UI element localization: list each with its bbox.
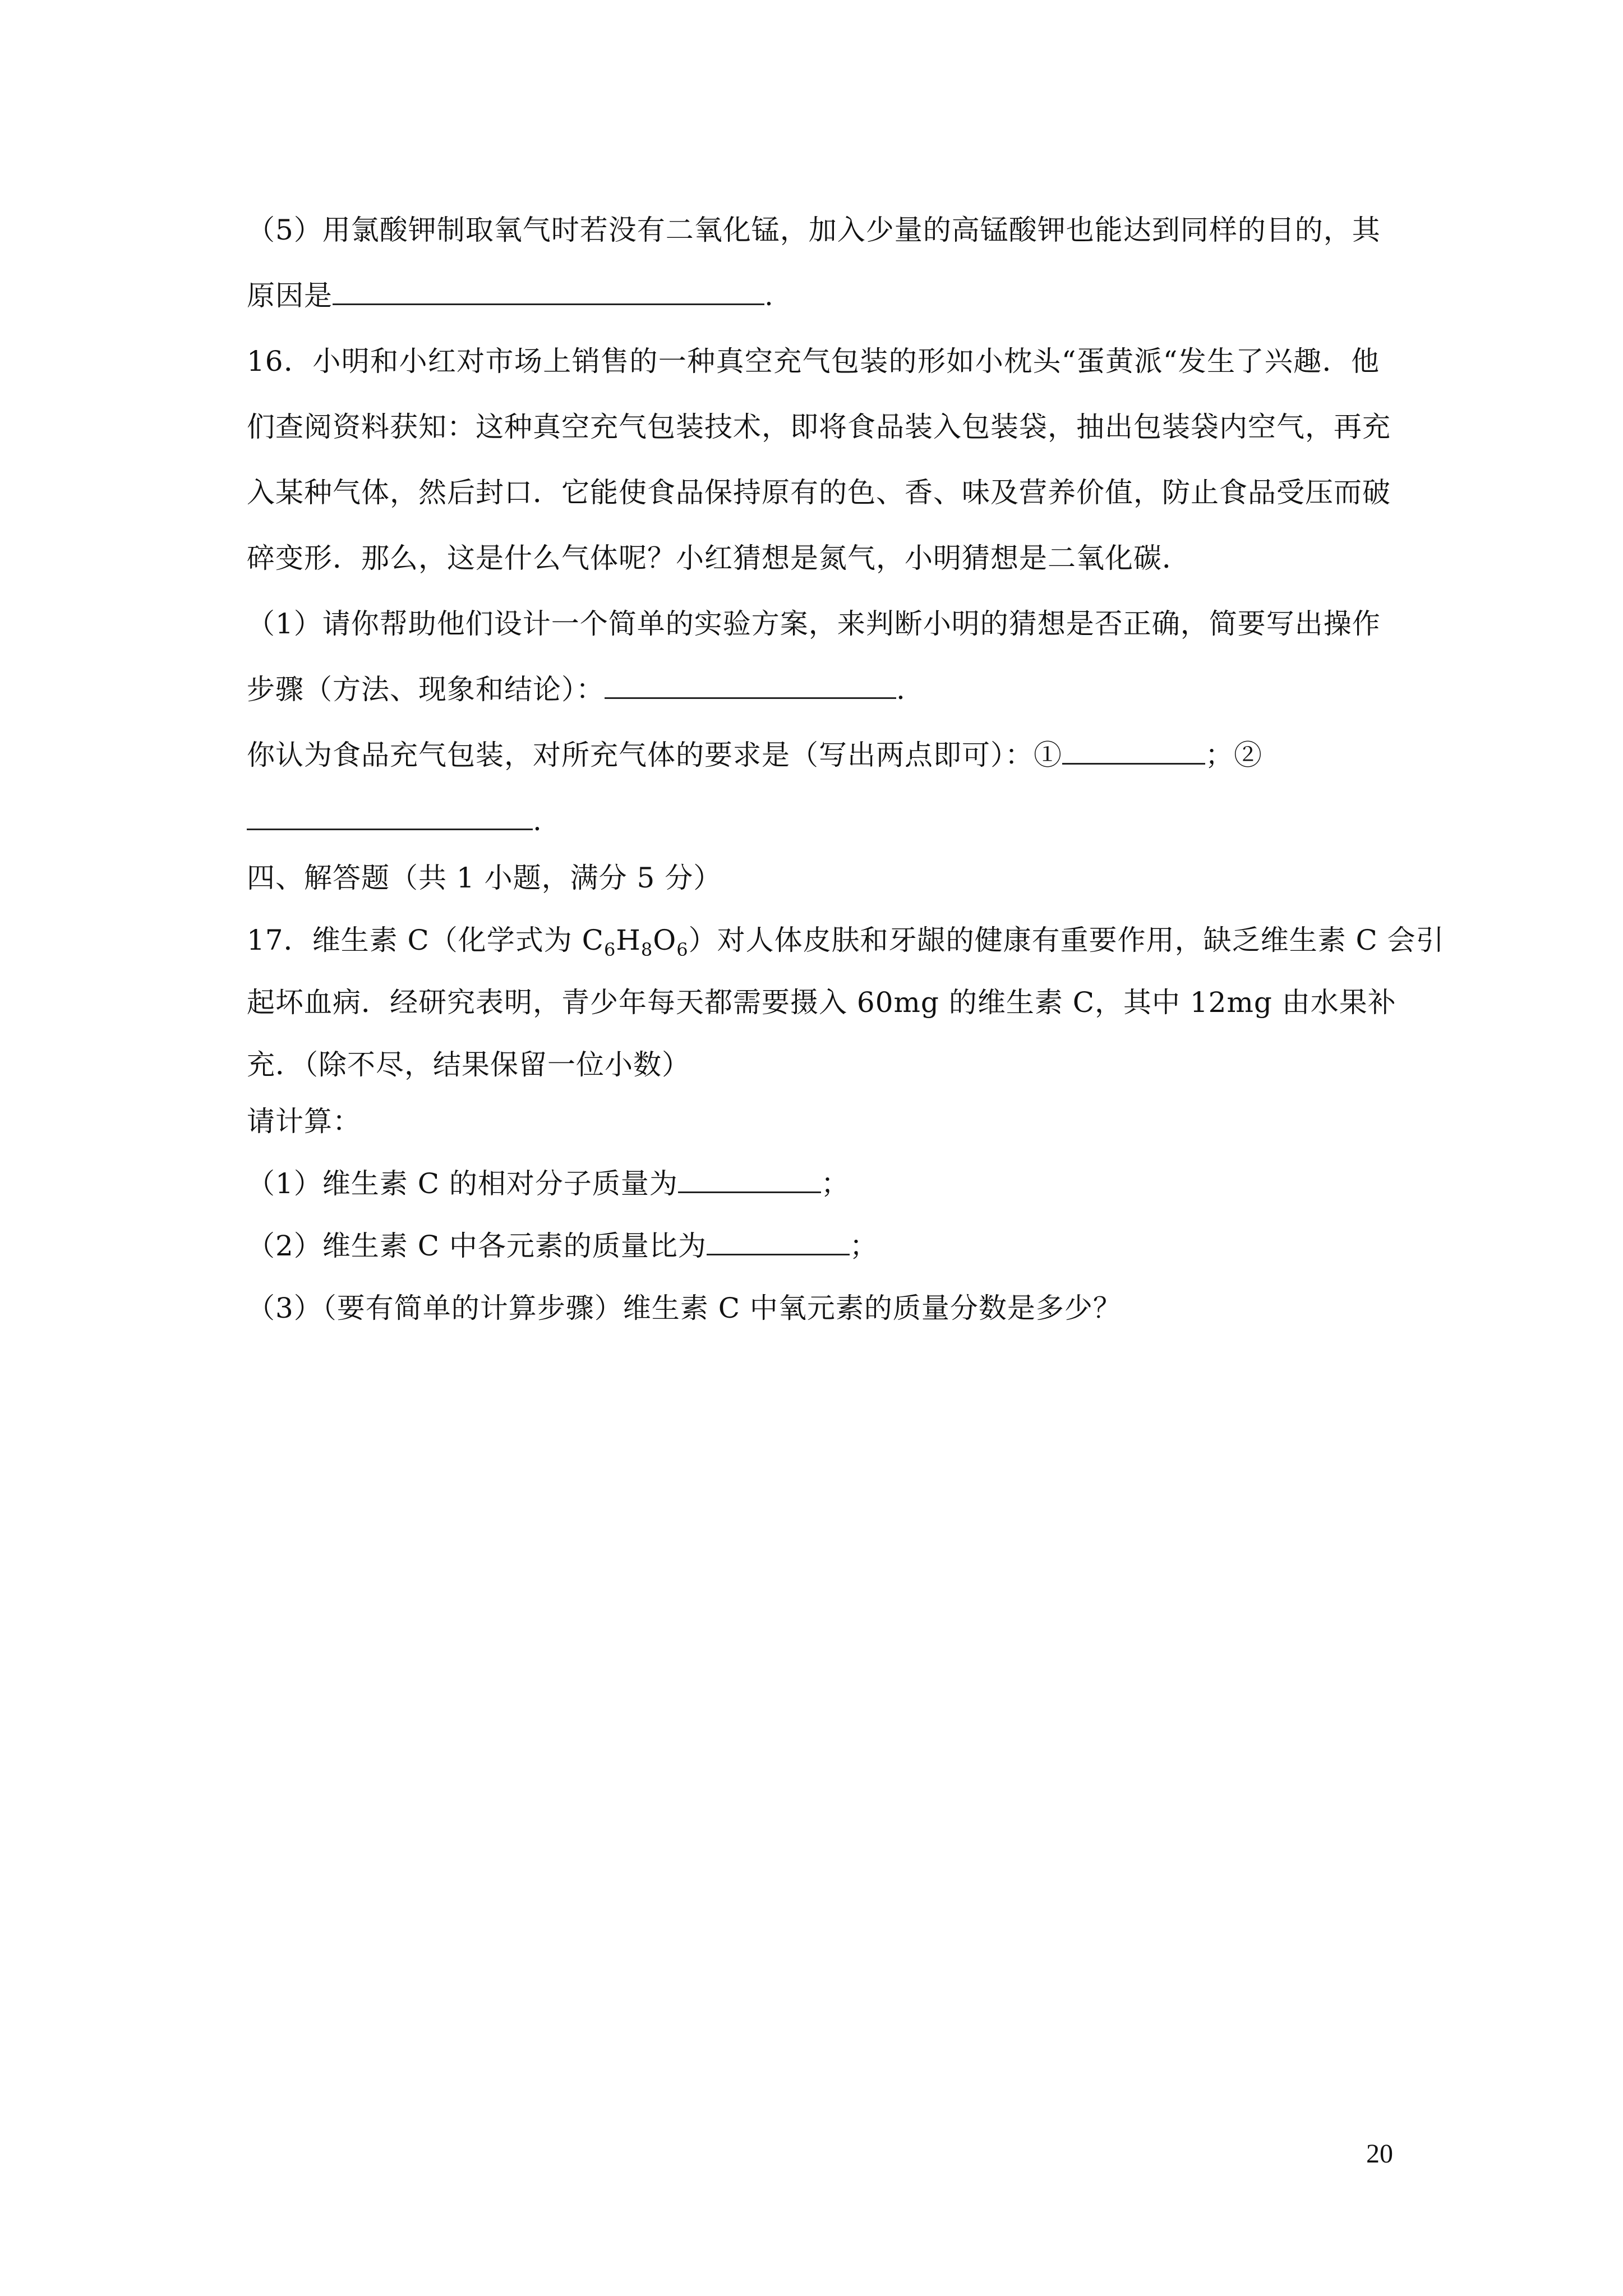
q16-line4: 碎变形．那么，这是什么气体呢？小红猜想是氮气，小明猜想是二氧化碳． <box>247 542 1191 574</box>
q16-part2-answer-blank-2[interactable] <box>247 804 533 830</box>
q17-line1 <box>247 922 1445 960</box>
q16-part2-suffix: . <box>533 804 542 837</box>
q16-part2-answer-blank-1[interactable] <box>1062 738 1205 765</box>
q17-part2-prefix: （2）维生素 C 中各元素的质量比为 <box>247 1230 707 1262</box>
q16-part1-line1: （1）请你帮助他们设计一个简单的实验方案，来判断小明的猜想是否正确，简要写出操作 <box>247 608 1381 640</box>
q16-part1-answer-blank[interactable] <box>605 673 896 699</box>
q17-part1-suffix: ； <box>820 1167 850 1200</box>
q17-part2-answer-blank[interactable] <box>707 1229 850 1255</box>
q16-part2-line1 <box>247 737 1262 773</box>
q15-part5-answer-blank[interactable] <box>333 279 764 305</box>
formula-subscript-o: 6 <box>676 939 689 960</box>
q17-part2 <box>247 1228 878 1264</box>
q17-part1-answer-blank[interactable] <box>678 1167 821 1193</box>
q16-part1-line2 <box>247 671 906 707</box>
formula-subscript-c: 6 <box>603 939 616 960</box>
q16-part1-prefix: 步骤（方法、现象和结论）： <box>247 673 605 706</box>
q16-part2-separator: ；② <box>1205 739 1262 771</box>
q17-part1-prefix: （1）维生素 C 的相对分子质量为 <box>247 1167 678 1200</box>
q15-part5-line2 <box>247 278 774 314</box>
q16-part1-suffix: . <box>896 673 906 706</box>
q16-line3: 入某种气体，然后封口．它能使食品保持原有的色、香、味及营养价值，防止食品受压而破 <box>247 476 1391 509</box>
q17-line2: 起坏血病．经研究表明，青少年每天都需要摄入 60mg 的维生素 C，其中 12mg 由水果补 <box>247 986 1396 1019</box>
q16-line2: 们查阅资料获知：这种真空充气包装技术，即将食品装入包装袋，抽出包装袋内空气，再充 <box>247 411 1391 443</box>
q17-part2-suffix: ； <box>849 1230 878 1262</box>
q16-part2-line2 <box>247 803 542 839</box>
q16-part2-prefix: 你认为食品充气包装，对所充气体的要求是（写出两点即可）：① <box>247 739 1062 771</box>
q15-part5-prefix: 原因是 <box>247 279 333 312</box>
q15-part5-line1: （5）用氯酸钾制取氧气时若没有二氧化锰，加入少量的高锰酸钾也能达到同样的目的，其 <box>247 214 1381 246</box>
q17-intro: 17．维生素 C（化学式为 C <box>247 924 604 956</box>
q17-part3: （3）（要有简单的计算步骤）维生素 C 中氧元素的质量分数是多少？ <box>247 1292 1122 1324</box>
q15-part5-suffix: . <box>764 279 774 312</box>
section-heading-part-four: 四、解答题（共 1 小题，满分 5 分） <box>247 862 722 894</box>
formula-subscript-h: 8 <box>640 939 653 960</box>
page-number: 20 <box>1366 2139 1393 2169</box>
q17-part1 <box>247 1166 850 1202</box>
q17-line3: 充．（除不尽，结果保留一位小数） <box>247 1048 690 1081</box>
formula-oxygen: O <box>653 924 677 956</box>
formula-hydrogen: H <box>616 924 641 956</box>
q17-intro-rest: ）对人体皮肤和牙龈的健康有重要作用，缺乏维生素 C 会引 <box>688 924 1445 956</box>
q16-line1: 16．小明和小红对市场上销售的一种真空充气包装的形如小枕头“蛋黄派“发生了兴趣．他 <box>247 345 1380 378</box>
q17-instruction: 请计算： <box>247 1105 361 1138</box>
